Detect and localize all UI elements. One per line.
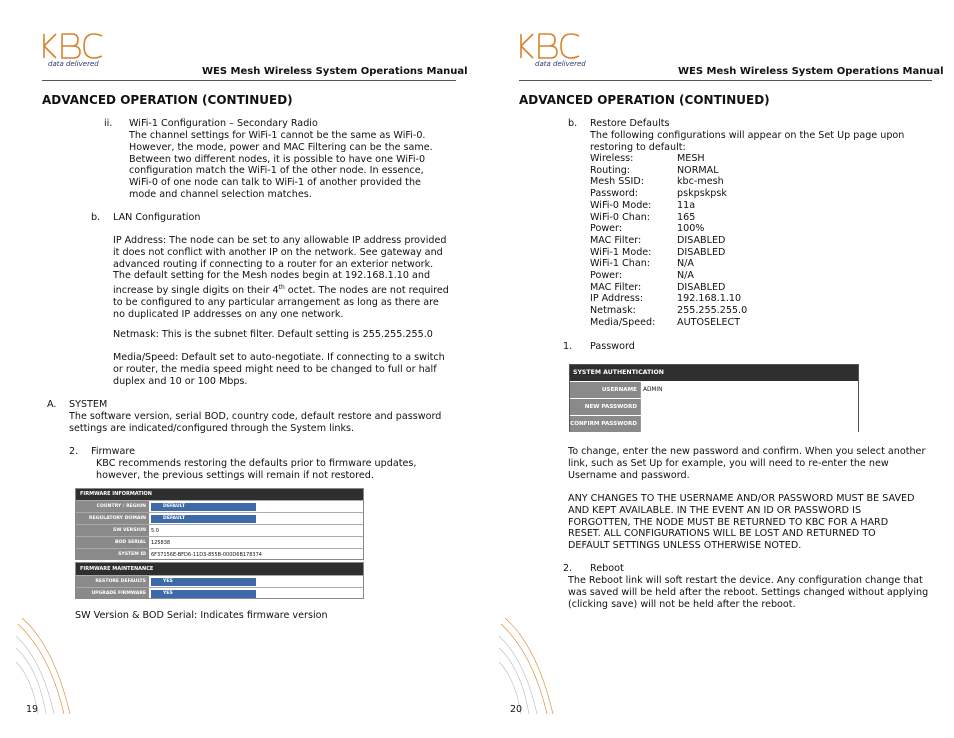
- setting-value: N/A: [677, 258, 694, 270]
- kbc-logo: [42, 32, 104, 60]
- firmware-title: Firmware: [91, 446, 135, 457]
- decorative-swoosh: [497, 616, 557, 716]
- default-setting-row: [590, 212, 747, 224]
- decorative-swoosh: [14, 616, 74, 716]
- list-marker: b.: [91, 212, 101, 223]
- panel-title: FIRMWARE INFORMATION: [76, 489, 363, 500]
- username-row: USERNAME ADMIN: [570, 381, 858, 398]
- setting-value: DISABLED: [677, 246, 726, 258]
- list-marker: ii.: [104, 118, 113, 129]
- setting-value: MESH: [677, 153, 705, 164]
- list-marker: b.: [568, 118, 578, 129]
- default-setting-row: [590, 176, 747, 188]
- panel-title: SYSTEM AUTHENTICATION: [570, 365, 858, 381]
- wifi1-paragraph: The channel settings for WiFi-1 cannot be the same as WiFi-0. However, the mode, power and MAC Filtering can be the same. Between two different nodes, it is possible to have one WiFi-0 configuration match the WiFi-1 of the other node. In essence, WiFi-0 of one node can talk to WiFi-1 of another provided the mode and channel selection matches.: [129, 130, 433, 200]
- setting-name: Mesh SSID:: [590, 176, 644, 188]
- section-heading: ADVANCED OPERATION (CONTINUED): [42, 93, 293, 107]
- firmware-info-row: SYSTEM ID 6F37156E-BFD6-11D3-855B-000D6B178374: [76, 548, 363, 560]
- media-speed-paragraph: Media/Speed: Default set to auto-negotiate. If connecting to a switch or router, the media speed might need to be changed to full or half duplex and 10 or 100 Mbps.: [113, 352, 445, 387]
- panel-title: FIRMWARE MAINTENANCE: [76, 563, 363, 575]
- default-settings-list: [590, 153, 747, 329]
- setting-name: Password:: [590, 188, 639, 200]
- setting-name: MAC Filter:: [590, 234, 642, 246]
- sw-version-note: SW Version & BOD Serial: Indicates firmware version: [75, 610, 328, 621]
- page-number: 19: [26, 704, 39, 715]
- setting-value: DISABLED: [677, 281, 726, 293]
- setting-value: 165: [677, 211, 696, 223]
- firmware-paragraph: KBC recommends restoring the defaults prior to firmware updates, however, the previous settings will remain if not restored.: [96, 458, 417, 481]
- setting-name: WiFi-1 Chan:: [590, 258, 651, 270]
- manual-title: WES Mesh Wireless System Operations Manual: [202, 66, 468, 77]
- setting-value: 255.255.255.0: [677, 305, 748, 317]
- system-title: SYSTEM: [69, 399, 108, 410]
- setting-name: Routing:: [590, 164, 631, 176]
- wifi1-title: WiFi-1 Configuration – Secondary Radio: [129, 118, 318, 129]
- default-setting-row: [590, 258, 747, 270]
- section-heading: ADVANCED OPERATION (CONTINUED): [519, 93, 770, 107]
- setting-name: IP Address:: [590, 293, 644, 305]
- default-setting-row: [590, 200, 747, 212]
- username-field[interactable]: ADMIN: [640, 382, 858, 398]
- default-setting-row: [590, 317, 747, 329]
- page-20: [477, 0, 954, 738]
- list-marker: A.: [47, 399, 57, 410]
- setting-name: Power:: [590, 223, 623, 235]
- firmware-info-select[interactable]: DEFAULT: [151, 515, 256, 523]
- setting-name: Netmask:: [590, 305, 636, 317]
- default-setting-row: [590, 270, 747, 282]
- setting-value: pskpskpsk: [677, 188, 727, 200]
- page-number: 20: [510, 704, 523, 715]
- system-paragraph: The software version, serial BOD, country code, default restore and password settings are indicated/configured through the System links.: [69, 411, 442, 434]
- setting-name: Wireless:: [590, 153, 634, 164]
- setting-name: WiFi-0 Mode:: [590, 199, 652, 211]
- confirm-password-field[interactable]: [640, 416, 858, 432]
- setting-value: 192.168.1.10: [677, 293, 742, 305]
- upgrade-firmware-select[interactable]: YES: [151, 590, 256, 598]
- setting-value: kbc-mesh: [677, 176, 724, 188]
- setting-name: MAC Filter:: [590, 281, 642, 293]
- setting-value: N/A: [677, 270, 694, 282]
- firmware-info-value: 6F37156E-BFD6-11D3-855B-000D6B178374: [151, 551, 262, 558]
- setting-name: WiFi-1 Mode:: [590, 246, 652, 258]
- warning-paragraph: ANY CHANGES TO THE USERNAME AND/OR PASSWORD MUST BE SAVED AND KEPT AVAILABLE. IN THE EVENT AN ID OR PASSWORD IS FORGOTTEN, THE NODE MUST BE RETURNED TO KBC FOR A HARD RESET. ALL CONFIGURATIONS WILL BE LOST AND RETURNED TO DEFAULT SETTINGS UNLESS OTHERWISE NOTED.: [568, 493, 915, 552]
- ip-address-paragraph: IP Address: The node can be set to any allowable IP address provided it does not conflict with another IP on the network. See gateway and advanced routing if connecting to a router for an exterior network. The default setting for the Mesh nodes begin at 192.168.1.10 and increase by single digits on their 4th octet. The nodes are not required to be configured to any particular arrangement as long as there are no duplicated IP addresses on any one network.: [113, 235, 449, 320]
- list-marker: 2.: [563, 563, 573, 574]
- firmware-info-row: BOD SERIAL 125838: [76, 536, 363, 548]
- firmware-info-value: 5.0: [151, 527, 159, 534]
- default-setting-row: [590, 235, 747, 247]
- default-setting-row: [590, 247, 747, 259]
- setting-name: Media/Speed:: [590, 316, 656, 328]
- system-authentication-panel: [569, 364, 859, 432]
- setting-value: 100%: [677, 223, 705, 235]
- lan-title: LAN Configuration: [113, 212, 201, 223]
- setting-value: AUTOSELECT: [677, 316, 741, 328]
- netmask-text: Netmask: This is the subnet filter. Default setting is 255.255.255.0: [113, 329, 433, 340]
- default-setting-row: [590, 293, 747, 305]
- firmware-info-select[interactable]: DEFAULT: [151, 503, 256, 511]
- header-rule: [519, 80, 932, 81]
- default-setting-row: [590, 223, 747, 235]
- setting-value: DISABLED: [677, 234, 726, 246]
- restore-defaults-row: RESTORE DEFAULTS YES: [76, 575, 363, 587]
- default-setting-row: [590, 153, 747, 165]
- new-password-field[interactable]: [640, 399, 858, 415]
- setting-value: NORMAL: [677, 164, 719, 176]
- password-title: Password: [590, 341, 635, 352]
- restore-defaults-select[interactable]: YES: [151, 578, 256, 586]
- list-marker: 2.: [69, 446, 79, 457]
- default-setting-row: [590, 188, 747, 200]
- confirm-password-row: CONFIRM PASSWORD: [570, 415, 858, 432]
- reboot-paragraph: The Reboot link will soft restart the device. Any configuration change that was saved will be held after the reboot. Settings changed without applying (clicking save) will not be held after the reboot.: [568, 575, 929, 610]
- setting-name: WiFi-0 Chan:: [590, 211, 651, 223]
- default-setting-row: [590, 165, 747, 177]
- setting-value: 11a: [677, 199, 696, 211]
- manual-title: WES Mesh Wireless System Operations Manual: [678, 66, 944, 77]
- setting-name: Power:: [590, 270, 623, 282]
- kbc-logo: [519, 32, 581, 60]
- firmware-information-panel: [75, 488, 364, 560]
- header-rule: [42, 80, 456, 81]
- reboot-title: Reboot: [590, 563, 624, 574]
- new-password-row: NEW PASSWORD: [570, 398, 858, 415]
- firmware-maintenance-panel: [75, 562, 364, 599]
- firmware-info-value: 125838: [151, 539, 171, 546]
- restore-defaults-paragraph: The following configurations will appear on the Set Up page upon restoring to default:: [590, 130, 905, 153]
- firmware-info-row: COUNTRY / REGION DEFAULT: [76, 500, 363, 512]
- logo-tagline: data delivered: [535, 60, 586, 68]
- logo-tagline: data delivered: [48, 60, 99, 68]
- firmware-info-row: SW VERSION 5.0: [76, 524, 363, 536]
- firmware-info-row: REGULATORY DOMAIN DEFAULT: [76, 512, 363, 524]
- list-marker: 1.: [563, 341, 573, 352]
- restore-defaults-title: Restore Defaults: [590, 118, 670, 129]
- upgrade-firmware-row: UPGRADE FIRMWARE YES: [76, 587, 363, 599]
- change-password-paragraph: To change, enter the new password and confirm. When you select another link, such as Set Up for example, you will need to re-enter the new Username and password.: [568, 446, 926, 481]
- default-setting-row: [590, 305, 747, 317]
- default-setting-row: [590, 282, 747, 294]
